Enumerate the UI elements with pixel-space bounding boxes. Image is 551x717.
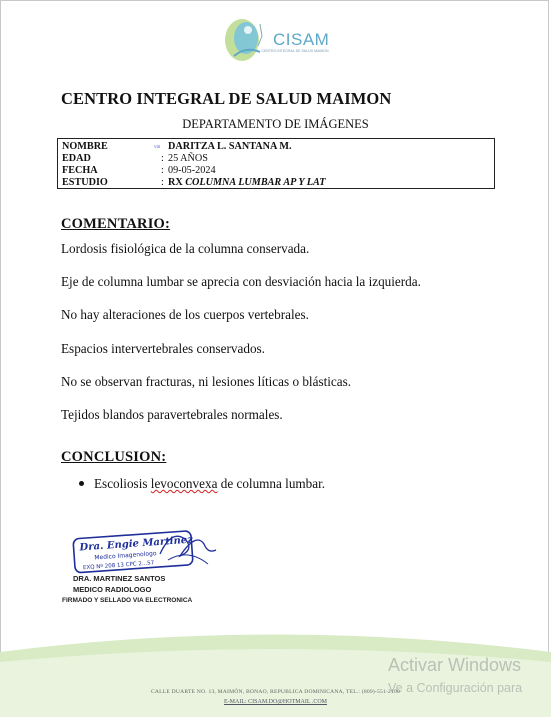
signer-name: DRA. MARTINEZ SANTOS [73,574,166,583]
bullet-icon [79,481,84,486]
study-name: COLUMNA LUMBAR AP Y LAT [185,177,326,188]
patient-info-box [57,138,495,189]
stamp-name: Dra. Engie Martinez [79,534,194,554]
name-value: DARITZA L. SANTANA M. [168,141,292,152]
date-label: FECHA [62,165,98,176]
spellcheck-flagged-word: levoconvexa [150,476,218,491]
comentario-line: Espacios intervertebrales conservados. [61,341,265,356]
comentario-line: No hay alteraciones de los cuerpos vertebrales. [61,307,309,322]
stamp-exq: EXQ Nº 208 13 CPC 2...57 [82,560,155,572]
conclusion-text-end: de columna lumbar. [217,476,326,491]
conclusion-title: CONCLUSION: [61,449,167,465]
activation-watermark-subtitle: Ve a Configuración para [388,681,523,695]
comentario-line: Eje de columna lumbar se aprecia con desviación hacia la izquierda. [61,274,421,289]
date-colon: : [161,165,164,176]
comentario-title: COMENTARIO: [61,216,171,232]
stamp-role: Medico Imagenologo [94,550,157,562]
department-title [0,117,551,132]
conclusion-text-start: Escoliosis [94,476,151,491]
age-value: 25 AÑOS [168,153,208,164]
study-prefix: RX [168,177,183,188]
study-value [168,177,325,189]
comentario-line: No se observan fracturas, ni lesiones líticas o blásticas. [61,374,352,389]
signature-stamp [68,520,220,582]
signature-note: FIRMADO Y SELLADO VIA ELECTRONICA [62,597,193,604]
conclusion-item [94,476,325,492]
logo-subtext: CENTRO INTEGRAL DE SALUD MAIMON [261,49,329,53]
org-title: CENTRO INTEGRAL DE SALUD MAIMON [61,89,392,108]
footer-email: E-MAIL: CISAM.DO@HOTMAIL .COM [224,699,327,705]
comentario-line: Lordosis fisiológica de la columna conservada. [61,241,310,256]
name-label: NOMBRE [62,141,108,152]
signer-title: MEDICO RADIOLOGO [73,585,152,594]
activation-watermark-title: Activar Windows [388,655,522,675]
date-value: 09-05-2024 [168,165,216,176]
department-label: DEPARTAMENTO DE IMÁGENES [182,117,369,131]
age-label: EDAD [62,153,91,164]
comentario-line: Tejidos blandos paravertebrales normales. [61,407,283,422]
study-colon: : [161,177,164,188]
footer-address: CALLE DUARTE NO. 13, MAIMÓN, BONAO, REPUBLICA DOMINICANA, TEL.: (809)-551-2100 [151,689,400,695]
field-marker-icon: vm [154,145,161,150]
logo-text: CISAM [273,30,330,49]
age-colon: : [161,153,164,164]
study-label: ESTUDIO [62,177,108,188]
